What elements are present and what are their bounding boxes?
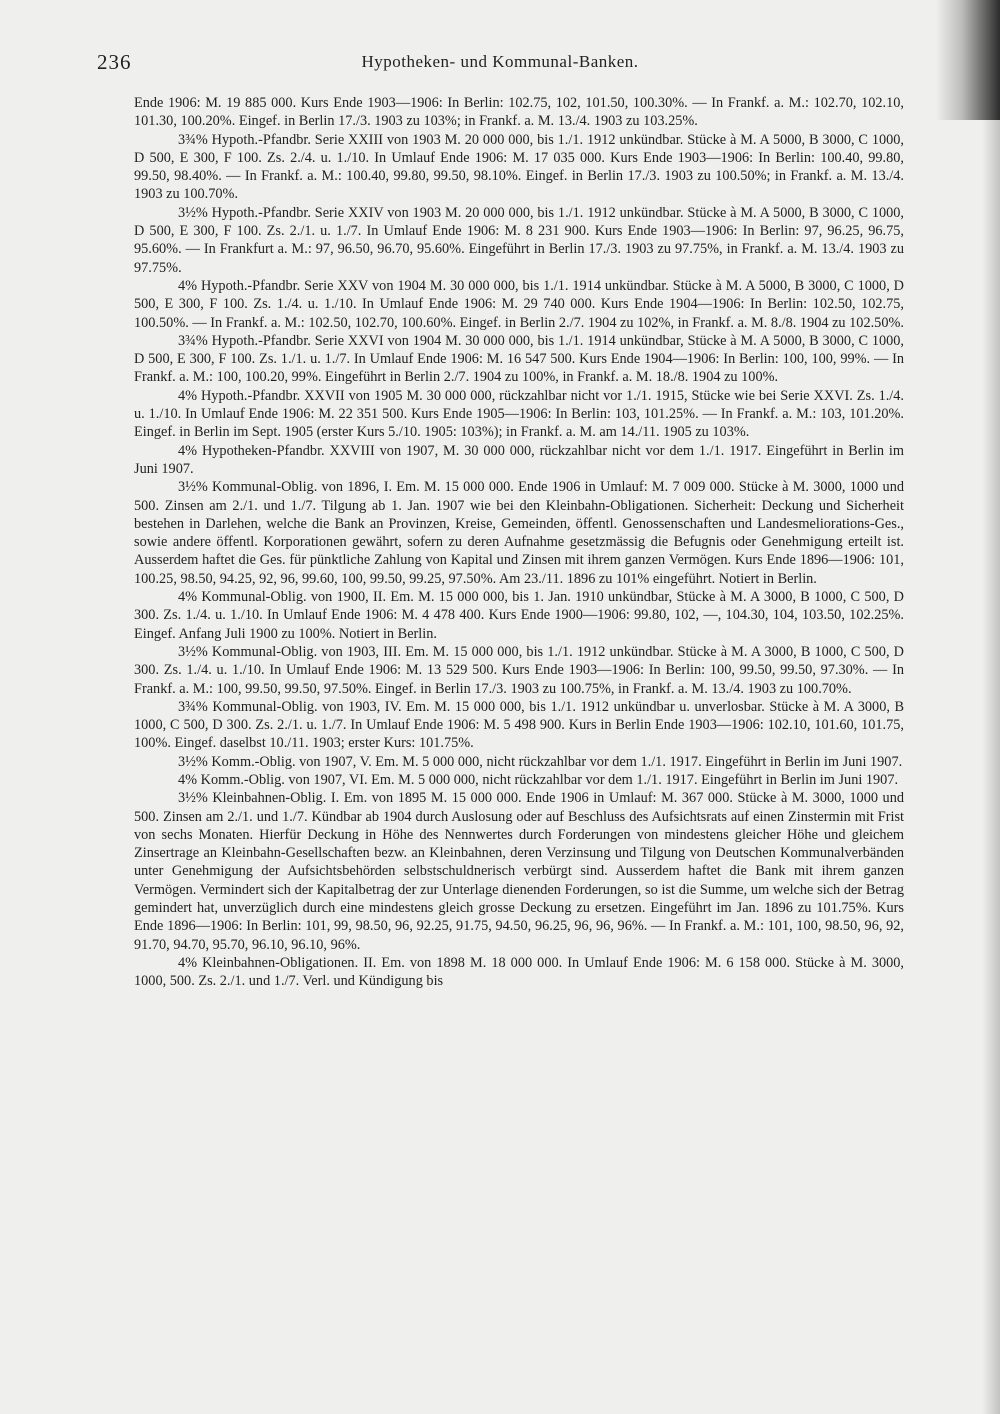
paragraph: 4% Hypoth.-Pfandbr. Serie XXV von 1904 M. 30 000 000, bis 1./1. 1914 unkündbar. Stücke à M. A 5000, B 3000, C 1000, D 500, E 300, F 100. Zs. 1./4. u. 1./10. In Umlauf Ende 1906: M. 29 740 000. Kurs Ende 1904—1906: In Berlin: 102.50, 102.75, 100.50%. — In Frankf. a. M.: 102.50, 102.70, 100.60%. Eingef. in Berlin 2./7. 1904 zu 102%, in Frankf. a. M. 8./8. 1904 zu 102.50%. [134, 277, 904, 331]
paragraph: 4% Komm.-Oblig. von 1907, VI. Em. M. 5 000 000, nicht rückzahlbar vor dem 1./1. 1917. Eingeführt in Berlin im Juni 1907. [178, 771, 899, 788]
paragraph: 3½% Kleinbahnen-Oblig. I. Em. von 1895 M. 15 000 000. Ende 1906 in Umlauf: M. 367 000. Stücke à M. 3000, 1000 und 500. Zinsen am 2./1. und 1./7. Kündbar ab 1904 durch Auslosung oder auf Beschluss des Aufsichtsrats auf einen Zinstermin mit Frist von sechs Monaten. Hierfür Deckung in Höhe des Nennwertes durch Forderungen von mindestens gleicher Höhe und gleichem Zinsertrage an Kleinbahn-Gesellschaften bezw. an Kleinbahnen, deren Verzinsung und Tilgung von Deutschen Kommunalverbänden unter Genehmigung der Aufsichtsbehörden selbstschuldnerisch verbürgt sind. Ausserdem haftet die Bank mit ihrem ganzen Vermögen. Vermindert sich der Kapitalbetrag der zur Unterlage dienenden Forderungen, so ist die Summe, um welche sich der Betrag gemindert hat, unverzüglich durch eine mindestens gleich grosse Deckung zu ersetzen. Eingeführt im Jan. 1896 zu 101.75%. Kurs Ende 1896—1906: In Berlin: 101, 99, 98.50, 96, 92.25, 91.75, 94.50, 96.25, 96, 96, 96%. — In Frankf. a. M.: 101, 100, 98.50, 96, 92, 91.70, 94.70, 95.70, 96.10, 96.10, 96%. [134, 790, 904, 953]
running-title: Hypotheken- und Kommunal-Banken. [361, 52, 639, 71]
paragraph: 3½% Komm.-Oblig. von 1907, V. Em. M. 5 000 000, nicht rückzahlbar vor dem 1./1. 1917. Eingeführt in Berlin im Juni 1907. [178, 753, 903, 770]
paragraph: 3½% Hypoth.-Pfandbr. Serie XXIV von 1903 M. 20 000 000, bis 1./1. 1912 unkündbar. Stücke à M. A 5000, B 3000, C 1000, D 500, E 300, F 100. Zs. 2./1. u. 1./7. In Umlauf Ende 1906: M. 8 231 900. Kurs Ende 1903—1906: In Berlin: 97, 96.25, 96.75, 95.60%. — In Frankfurt a. M.: 97, 96.50, 96.70, 95.60%. Eingeführt in Berlin 17./3. 1903 zu 97.75%, in Frankf. a. M. 13./4. 1903 zu 97.75%. [134, 204, 904, 276]
paragraph: 4% Kommunal-Oblig. von 1900, II. Em. M. 15 000 000, bis 1. Jan. 1910 unkündbar, Stücke à M. A 3000, B 1000, C 500, D 300. Zs. 1./4. u. 1./10. In Umlauf Ende 1906: M. 4 478 400. Kurs Ende 1900—1906: 99.80, 102, —, 104.30, 104, 103.50, 102.25%. Eingef. Anfang Juli 1900 zu 100%. Notiert in Berlin. [134, 589, 904, 642]
paragraph: 3½% Kommunal-Oblig. von 1896, I. Em. M. 15 000 000. Ende 1906 in Umlauf: M. 7 009 000. Stücke à M. 3000, 1000 und 500. Zinsen am 2./1. und 1./7. Tilgung ab 1. Jan. 1907 wie bei den Kleinbahn-Obligationen. Sicherheit: Deckung und Sicherheit bestehen in Darlehen, welche die Bank an Provinzen, Kreise, Gemeinden, öffentl. Genossenschaften und Landesmeliorations-Ges., sowie andere öffentl. Korporationen gewährt, sofern zu deren Aufnahme gesetzmässig die Befugnis oder Genehmigung erteilt ist. Ausserdem haftet die Ges. für pünktliche Zahlung von Kapital und Zinsen mit ihrem ganzen Vermögen. Kurs Ende 1896—1906: 101, 100.25, 98.50, 94.25, 92, 96, 99.60, 100, 99.50, 99.25, 97.50%. Am 23./11. 1896 zu 101% eingeführt. Notiert in Berlin. [134, 479, 904, 587]
page-number: 236 [97, 50, 132, 74]
paragraph: 3¾% Hypoth.-Pfandbr. Serie XXVI von 1904 M. 30 000 000, bis 1./1. 1914 unkündbar, Stücke à M. A 5000, B 3000, C 1000, D 500, E 300, F 100. Zs. 1./1. u. 1./7. In Umlauf Ende 1906: M. 16 547 500. Kurs Ende 1904—1906: In Berlin: 100, 100, 99%. — In Frankf. a. M.: 100, 100.20, 99%. Eingeführt in Berlin 2./7. 1904 zu 100%, in Frankf. a. M. 18./8. 1904 zu 100%. [134, 332, 904, 386]
paragraph: Ende 1906: M. 19 885 000. Kurs Ende 1903—1906: In Berlin: 102.75, 102, 101.50, 100.30%. — In Frankf. a. M.: 102.70, 102.10, 101.30, 100.20%. Eingef. in Berlin 17./3. 1903 zu 103%; in Frankf. a. M. 13./4. 1903 zu 103.25%. [134, 95, 904, 130]
paragraph: 4% Hypoth.-Pfandbr. XXVII von 1905 M. 30 000 000, rückzahlbar nicht vor 1./1. 1915, Stücke wie bei Serie XXVI. Zs. 1./4. u. 1./10. In Umlauf Ende 1906: M. 22 351 500. Kurs Ende 1905—1906: In Berlin: 103, 101.25%. — In Frankf. a. M.: 103, 101.20%. Eingef. in Berlin im Sept. 1905 (erster Kurs 5./10. 1905: 103%); in Frankf. a. M. am 14./11. 1905 zu 103%. [134, 387, 904, 441]
body-text [134, 94, 904, 991]
paragraph: 4% Hypotheken-Pfandbr. XXVIII von 1907, M. 30 000 000, rückzahlbar nicht vor dem 1./1. 1917. Eingeführt in Berlin im Juni 1907. [134, 442, 904, 477]
paragraph: 4% Kleinbahnen-Obligationen. II. Em. von 1898 M. 18 000 000. In Umlauf Ende 1906: M. 6 158 000. Stücke à M. 3000, 1000, 500. Zs. 2./1. und 1./7. Verl. und Kündigung bis [134, 954, 904, 990]
page-edge-shadow-lower [982, 120, 1000, 1414]
paragraph: 3¾% Hypoth.-Pfandbr. Serie XXIII von 1903 M. 20 000 000, bis 1./1. 1912 unkündbar. Stücke à M. A 5000, B 3000, C 1000, D 500, E 300, F 100. Zs. 2./4. u. 1./10. In Umlauf Ende 1906: M. 17 035 000. Kurs Ende 1903—1906: In Berlin: 100.40, 99.80, 99.50, 98.40%. — In Frankf. a. M.: 100.40, 99.80, 99.50, 98.10%. Eingef. in Berlin 17./3. 1903 zu 100.50%; in Frankf. a. M. 13./4. 1903 zu 100.70%. [134, 131, 904, 203]
page-header [97, 50, 903, 80]
paragraph: 3½% Kommunal-Oblig. von 1903, III. Em. M. 15 000 000, bis 1./1. 1912 unkündbar. Stücke à M. A 3000, B 1000, C 500, D 300. Zs. 1./4. u. 1./10. In Umlauf Ende 1906: M. 13 529 500. Kurs Ende 1903—1906: In Berlin: 100, 99.50, 99.50, 97.30%. — In Frankf. a. M.: 100, 99.50, 99.50, 97.50%. Eingef. in Berlin 17./3. 1903 zu 100.75%, in Frankf. a. M. 13./4. 1903 zu 100.70%. [134, 643, 904, 697]
paragraph: 3¾% Kommunal-Oblig. von 1903, IV. Em. M. 15 000 000, bis 1./1. 1912 unkündbar u. unverlosbar. Stücke à M. A 3000, B 1000, C 500, D 300. Zs. 2./1. u. 1./7. In Umlauf Ende 1906: M. 5 498 900. Kurs in Berlin Ende 1903—1906: 102.10, 101.60, 101.75, 100%. Eingef. daselbst 10./11. 1903; erster Kurs: 101.75%. [134, 698, 904, 752]
page-edge-shadow [936, 0, 1000, 120]
